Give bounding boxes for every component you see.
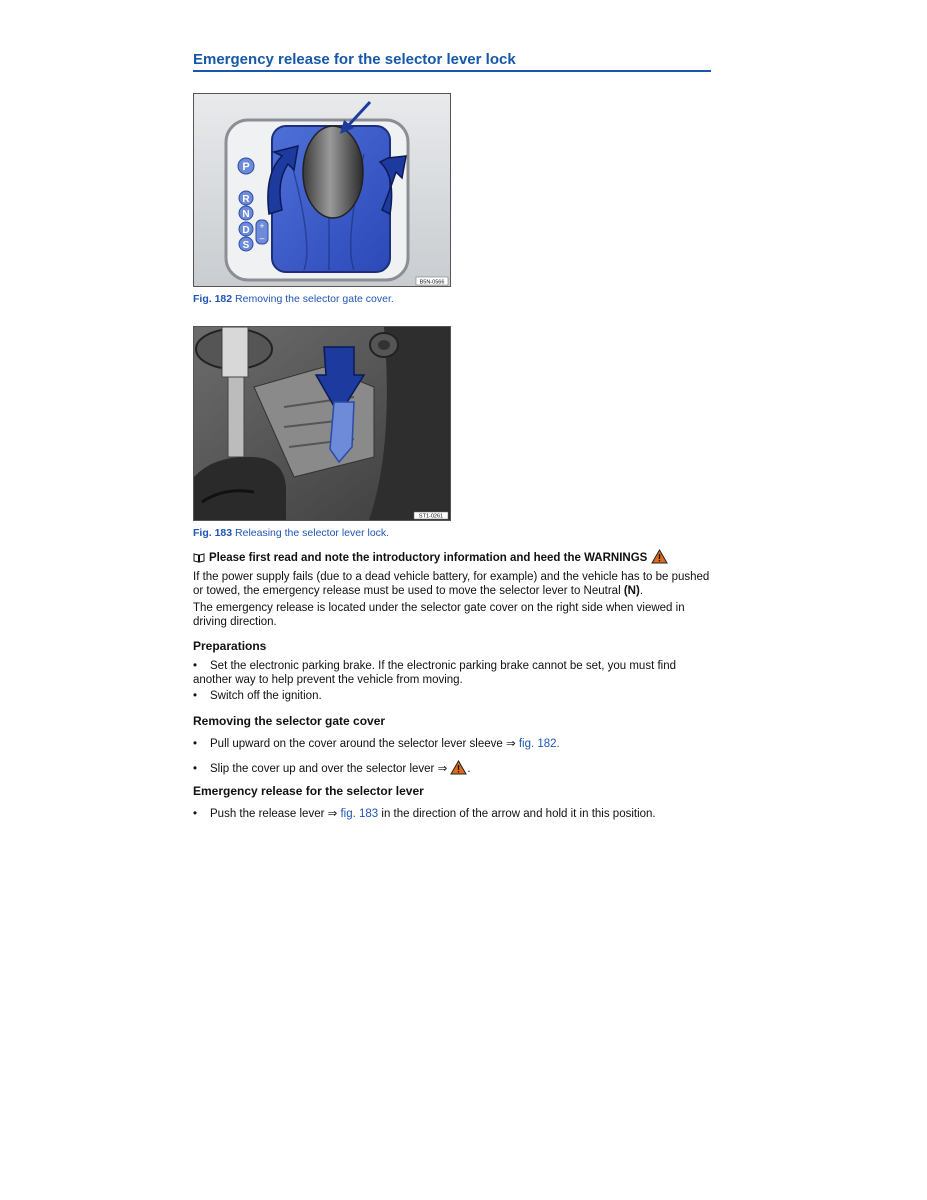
list-item: • Set the electronic parking brake. If the electronic parking brake cannot be set, you must find another way to help prevent the vehicle from moving. bbox=[193, 660, 677, 686]
figure-183-image bbox=[193, 326, 451, 521]
intro-heading bbox=[193, 549, 668, 567]
figure-183-caption-text: Releasing the selector lever lock. bbox=[232, 527, 390, 539]
removing-item-2-end: . bbox=[467, 763, 471, 775]
figure-182-caption-text: Removing the selector gate cover. bbox=[232, 293, 394, 305]
figure-182-image bbox=[193, 93, 451, 287]
figure-183-number: Fig. 183 bbox=[193, 527, 233, 539]
intro-heading-text: Please first read and note the introductory information and heed the WARNINGS bbox=[209, 552, 648, 564]
tip-label-minus: – bbox=[259, 233, 265, 243]
figure-182-caption bbox=[193, 293, 394, 305]
list-item: • Pull upward on the cover around the selector lever sleeve ⇒ fig. 182. bbox=[193, 738, 560, 750]
list-item: • Push the release lever ⇒ fig. 183 in the direction of the arrow and hold it in this position. bbox=[193, 808, 656, 820]
warning-icon[interactable] bbox=[651, 549, 668, 567]
gear-label-n: N bbox=[242, 209, 250, 220]
preparations-item-1: Set the electronic parking brake. If the electronic parking brake cannot be set, you must find another way to help prevent the vehicle from moving. bbox=[193, 660, 677, 686]
figure-183-caption bbox=[193, 527, 389, 539]
gear-label-s: S bbox=[242, 240, 250, 251]
warning-icon[interactable] bbox=[450, 760, 467, 780]
tip-label-plus: + bbox=[259, 221, 265, 231]
list-item: • Switch off the ignition. bbox=[193, 690, 322, 702]
intro-para1-end: . bbox=[639, 584, 644, 597]
fig-183-link[interactable]: fig. 183 bbox=[340, 808, 379, 820]
intro-para1-text: If the power supply fails (due to a dead vehicle battery, for example) and the vehicle has to be pushed or towed, the emergency release must be used to move the selector lever to Neutral bbox=[193, 571, 710, 597]
title-divider bbox=[193, 70, 711, 72]
removing-item-1-text: Pull upward on the cover around the selector lever sleeve ⇒ bbox=[210, 738, 519, 750]
fig-182-link[interactable]: fig. 182 bbox=[518, 738, 557, 750]
removing-item-1-end: . bbox=[556, 738, 560, 750]
list-item: • Slip the cover up and over the selector lever ⇒ . bbox=[193, 760, 713, 780]
preparations-heading: Preparations bbox=[193, 639, 267, 653]
book-icon bbox=[193, 553, 205, 566]
intro-paragraph-1 bbox=[193, 571, 713, 598]
gear-label-r: R bbox=[242, 194, 250, 205]
removing-heading: Removing the selector gate cover bbox=[193, 714, 386, 728]
page-title: Emergency release for the selector lever lock bbox=[193, 51, 516, 68]
gear-label-p: P bbox=[242, 161, 250, 173]
preparations-item-2: Switch off the ignition. bbox=[210, 690, 322, 702]
emergency-item-1-text: Push the release lever ⇒ bbox=[210, 808, 341, 820]
figure-183-code: ST1-0261 bbox=[418, 513, 444, 520]
neutral-label: (N) bbox=[623, 584, 640, 597]
intro-paragraph-2: The emergency release is located under the selector gate cover on the right side when viewed in driving direction. bbox=[193, 602, 685, 628]
emergency-item-1-end: in the direction of the arrow and hold it in this position. bbox=[378, 808, 656, 820]
figure-182-code: B5N-0566 bbox=[419, 279, 445, 286]
removing-item-2-text: Slip the cover up and over the selector lever ⇒ bbox=[210, 763, 451, 775]
figure-182-number: Fig. 182 bbox=[193, 293, 233, 305]
gear-label-d: D bbox=[242, 225, 250, 236]
emergency-heading: Emergency release for the selector lever bbox=[193, 784, 424, 798]
